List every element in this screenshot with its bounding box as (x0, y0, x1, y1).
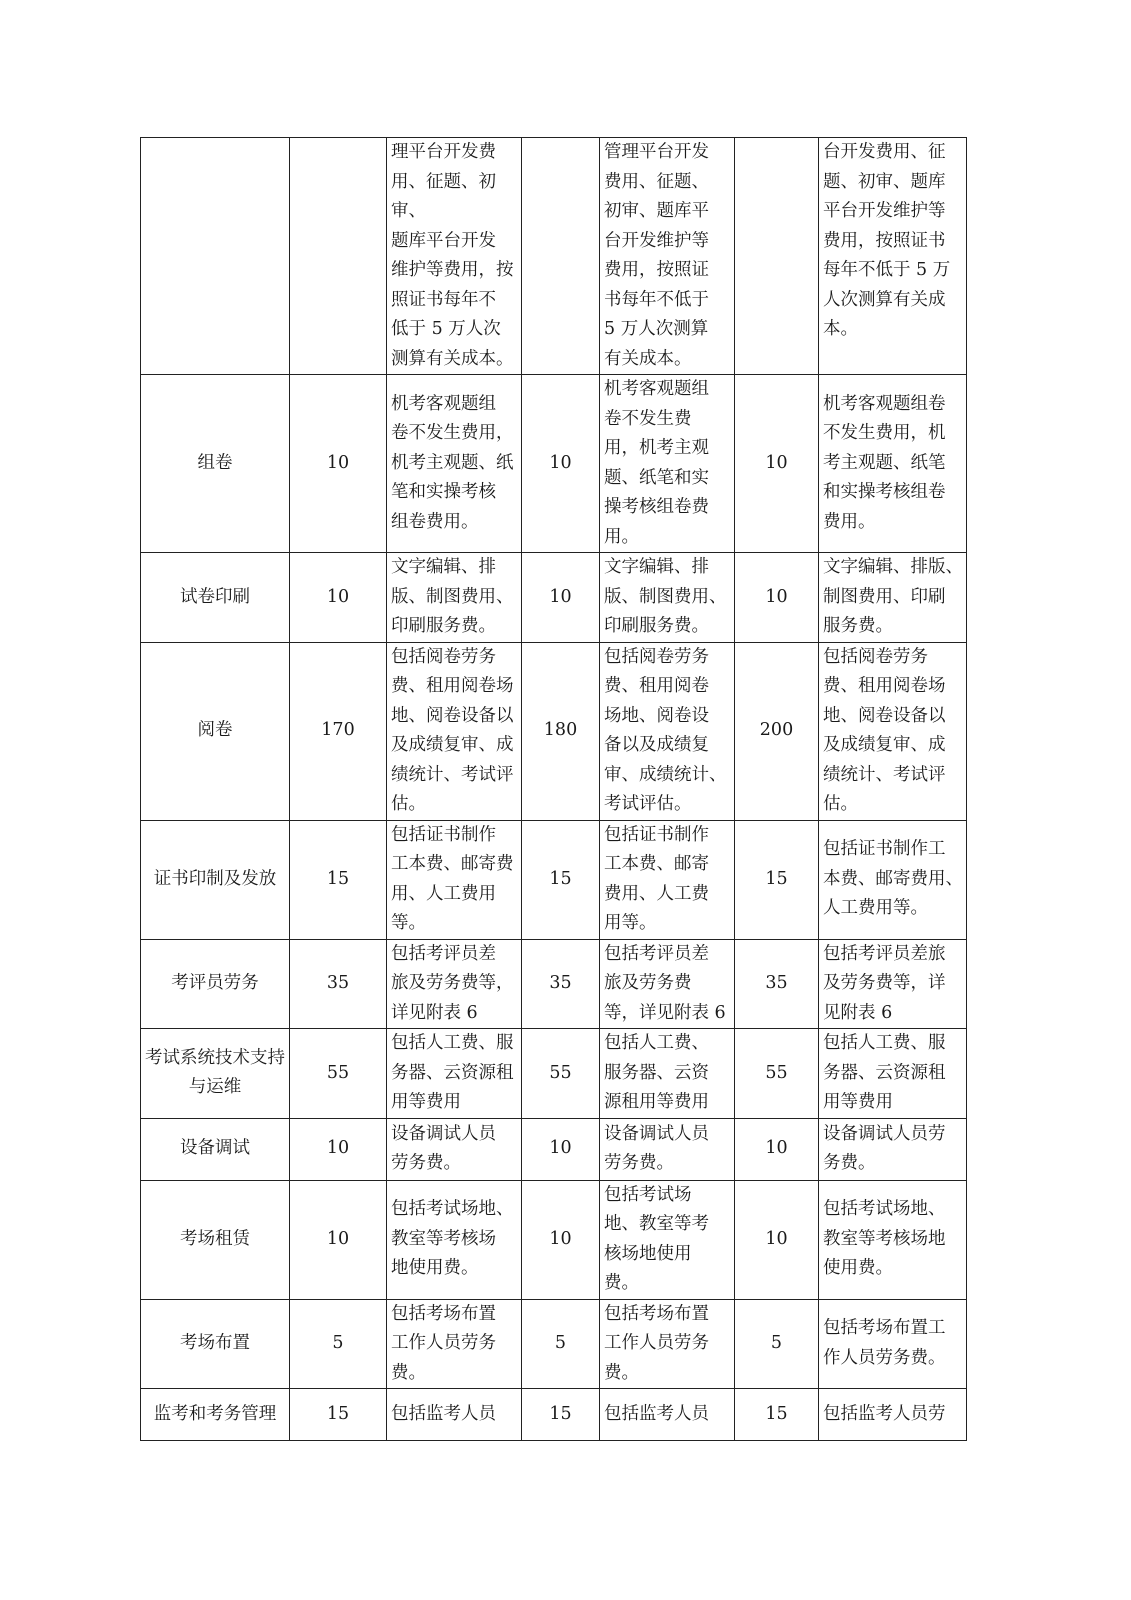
description-cell: 包括证书制作 工本费、邮寄 费用、人工费 用等。 (600, 820, 735, 939)
item-name-cell (141, 138, 290, 375)
amount-cell (735, 138, 819, 375)
table-row (141, 553, 967, 643)
amount-cell: 55 (735, 1029, 819, 1119)
description-cell: 包括人工费、 服务器、云资 源租用等费用 (600, 1029, 735, 1119)
description-cell: 包括监考人员劳 (819, 1389, 967, 1441)
table-row (141, 939, 967, 1029)
amount-cell: 200 (735, 642, 819, 820)
description-cell: 包括阅卷劳务 费、租用阅卷场 地、阅卷设备以 及成绩复审、成 绩统计、考试评 估。 (387, 642, 522, 820)
description-cell: 机考客观题组 卷不发生费 用，机考主观 题、纸笔和实 操考核组卷费 用。 (600, 375, 735, 553)
table-row (141, 1029, 967, 1119)
description-cell: 包括考评员差 旅及劳务费等， 详见附表 6 (387, 939, 522, 1029)
description-cell: 包括证书制作工 本费、邮寄费用、 人工费用等。 (819, 820, 967, 939)
amount-cell: 10 (522, 375, 600, 553)
item-name-cell: 试卷印刷 (141, 553, 290, 643)
description-cell: 机考客观题组卷 不发生费用，机 考主观题、纸笔 和实操考核组卷 费用。 (819, 375, 967, 553)
amount-cell: 170 (290, 642, 387, 820)
item-name-cell: 证书印制及发放 (141, 820, 290, 939)
description-cell: 包括考试场地、 教室等考核场地 使用费。 (819, 1180, 967, 1299)
item-name-cell: 阅卷 (141, 642, 290, 820)
description-cell: 设备调试人员劳 务费。 (819, 1118, 967, 1180)
amount-cell: 35 (522, 939, 600, 1029)
amount-cell: 10 (290, 375, 387, 553)
item-name-cell: 监考和考务管理 (141, 1389, 290, 1441)
description-cell: 包括考场布置 工作人员劳务 费。 (387, 1299, 522, 1389)
amount-cell: 5 (522, 1299, 600, 1389)
item-name-cell: 考试系统技术支持与运维 (141, 1029, 290, 1119)
description-cell: 设备调试人员 劳务费。 (387, 1118, 522, 1180)
description-cell: 包括阅卷劳务 费、租用阅卷场 地、阅卷设备以 及成绩复审、成 绩统计、考试评 估。 (819, 642, 967, 820)
amount-cell: 15 (522, 820, 600, 939)
table-row (141, 1389, 967, 1441)
amount-cell: 15 (522, 1389, 600, 1441)
amount-cell: 10 (735, 553, 819, 643)
table-row (141, 138, 967, 375)
amount-cell: 15 (290, 820, 387, 939)
table-row (141, 820, 967, 939)
amount-cell: 10 (735, 1118, 819, 1180)
description-cell: 文字编辑、排版、 制图费用、印刷 服务费。 (819, 553, 967, 643)
table-row (141, 642, 967, 820)
amount-cell: 55 (290, 1029, 387, 1119)
description-cell: 包括监考人员 (600, 1389, 735, 1441)
description-cell: 包括人工费、服 务器、云资源租 用等费用 (819, 1029, 967, 1119)
description-cell: 包括监考人员 (387, 1389, 522, 1441)
item-name-cell: 考评员劳务 (141, 939, 290, 1029)
description-cell: 机考客观题组 卷不发生费用， 机考主观题、纸 笔和实操考核 组卷费用。 (387, 375, 522, 553)
description-cell: 包括考试场地、 教室等考核场 地使用费。 (387, 1180, 522, 1299)
amount-cell (290, 138, 387, 375)
table-row (141, 1180, 967, 1299)
description-cell: 文字编辑、排 版、制图费用、 印刷服务费。 (600, 553, 735, 643)
amount-cell: 15 (735, 1389, 819, 1441)
amount-cell: 10 (522, 1118, 600, 1180)
amount-cell: 35 (290, 939, 387, 1029)
item-name-cell: 考场租赁 (141, 1180, 290, 1299)
amount-cell: 10 (522, 1180, 600, 1299)
description-cell: 台开发费用、征 题、初审、题库 平台开发维护等 费用，按照证书 每年不低于 5 万 人次测算有关成 本。 (819, 138, 967, 375)
budget-table (140, 137, 967, 1441)
amount-cell: 35 (735, 939, 819, 1029)
item-name-cell: 组卷 (141, 375, 290, 553)
amount-cell: 10 (290, 553, 387, 643)
description-cell: 包括人工费、服 务器、云资源租 用等费用 (387, 1029, 522, 1119)
table-row (141, 1299, 967, 1389)
amount-cell (522, 138, 600, 375)
item-name-cell: 设备调试 (141, 1118, 290, 1180)
amount-cell: 10 (290, 1180, 387, 1299)
table-row (141, 1118, 967, 1180)
description-cell: 包括阅卷劳务 费、租用阅卷 场地、阅卷设 备以及成绩复 审、成绩统计、 考试评估。 (600, 642, 735, 820)
description-cell: 设备调试人员 劳务费。 (600, 1118, 735, 1180)
description-cell: 包括考场布置 工作人员劳务 费。 (600, 1299, 735, 1389)
description-cell: 包括考场布置工 作人员劳务费。 (819, 1299, 967, 1389)
description-cell: 包括考试场 地、教室等考 核场地使用 费。 (600, 1180, 735, 1299)
amount-cell: 10 (522, 553, 600, 643)
item-name-cell: 考场布置 (141, 1299, 290, 1389)
amount-cell: 55 (522, 1029, 600, 1119)
amount-cell: 15 (735, 820, 819, 939)
amount-cell: 10 (735, 375, 819, 553)
description-cell: 文字编辑、排 版、制图费用、 印刷服务费。 (387, 553, 522, 643)
amount-cell: 10 (290, 1118, 387, 1180)
amount-cell: 15 (290, 1389, 387, 1441)
amount-cell: 10 (735, 1180, 819, 1299)
description-cell: 管理平台开发 费用、征题、 初审、题库平 台开发维护等 费用，按照证 书每年不低于 5 万人次测算 有关成本。 (600, 138, 735, 375)
description-cell: 理平台开发费 用、征题、初审、 题库平台开发 维护等费用，按 照证书每年不 低于 5 万人次 测算有关成本。 (387, 138, 522, 375)
description-cell: 包括考评员差 旅及劳务费 等，详见附表 6 (600, 939, 735, 1029)
description-cell: 包括证书制作 工本费、邮寄费 用、人工费用 等。 (387, 820, 522, 939)
table-row (141, 375, 967, 553)
description-cell: 包括考评员差旅 及劳务费等，详 见附表 6 (819, 939, 967, 1029)
amount-cell: 5 (290, 1299, 387, 1389)
amount-cell: 5 (735, 1299, 819, 1389)
amount-cell: 180 (522, 642, 600, 820)
